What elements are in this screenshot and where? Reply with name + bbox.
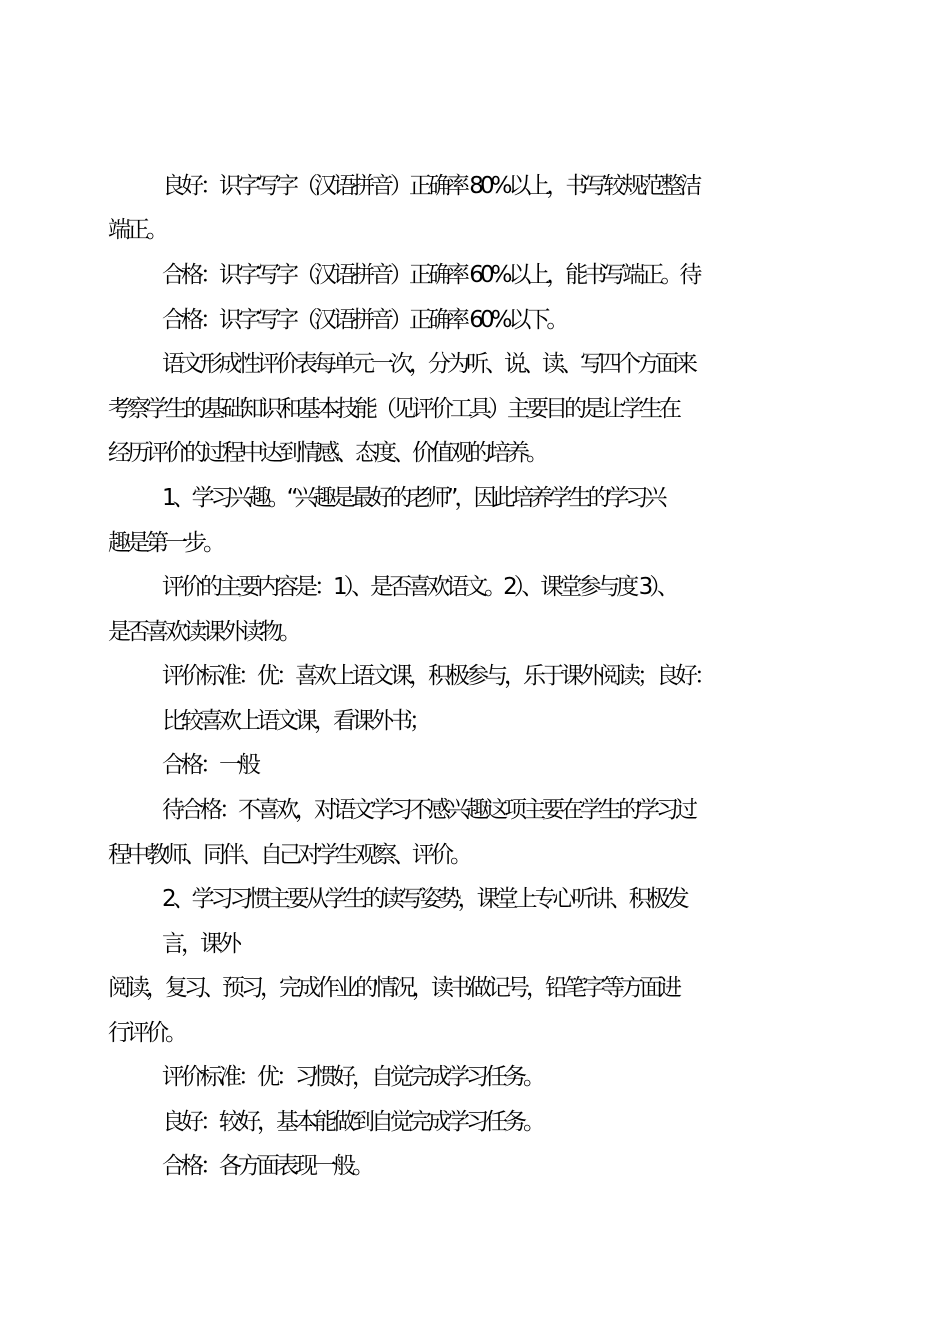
- text-line: 合格：一般: [162, 752, 257, 778]
- text-line: 行评价。: [108, 1020, 184, 1046]
- text-line: 语文形成性评价表每单元一次，分为听、说、读、写四个方面来: [162, 351, 694, 377]
- text-line: 2、学习习惯主要从学生的读写姿势，课堂上专心听讲、积极发: [162, 886, 686, 912]
- text-line: 良好：较好，基本能做到自觉完成学习任务。: [162, 1109, 542, 1135]
- text-line: 评价标准：优：习惯好，自觉完成学习任务。: [162, 1064, 542, 1090]
- text-line: 阅读，复习、预习，完成作业的情况，读书做记号，铅笔字等方面进: [108, 975, 678, 1001]
- text-line: 良好：识字写字（汉语拼音）正确率 80%以上，书写较规范整洁: [162, 173, 699, 199]
- text-line: 端正。: [108, 217, 165, 243]
- text-line: 程中教师、同伴、自己对学生观察、评价。: [108, 842, 469, 868]
- text-line: 趣是第一步。: [108, 530, 222, 556]
- text-line: 是否喜欢读课外读物。: [108, 619, 298, 645]
- text-line: 评价标准：优：喜欢上语文课，积极参与，乐于课外阅读；良好：: [162, 663, 713, 689]
- text-line: 考察学生的基础知识和基本技能（见评价工具）主要目的是让学生在: [108, 396, 678, 422]
- text-line: 经历评价的过程中达到情感、态度、价值观的培养。: [108, 440, 545, 466]
- text-line: 言，课外: [162, 931, 238, 957]
- text-line: 合格：识字写字（汉语拼音）正确率 60%以上，能书写端正。待: [162, 262, 699, 288]
- text-line: 1、学习兴趣。“兴趣是最好的老师”，因此培养学生的学习兴: [162, 485, 664, 511]
- text-line: 合格：各方面表现一般。: [162, 1153, 371, 1179]
- text-line: 合格：识字写字（汉语拼音）正确率 60%以下。: [162, 307, 566, 333]
- text-line: 比较喜欢上语文课，看课外书；: [162, 708, 428, 734]
- text-line: 评价的主要内容是：1）、是否喜欢语文。2）、课堂参与度 3）、: [162, 574, 676, 600]
- text-line: 待合格：不喜欢，对语文学习不感兴趣这项主要在学生的学习过: [162, 797, 694, 823]
